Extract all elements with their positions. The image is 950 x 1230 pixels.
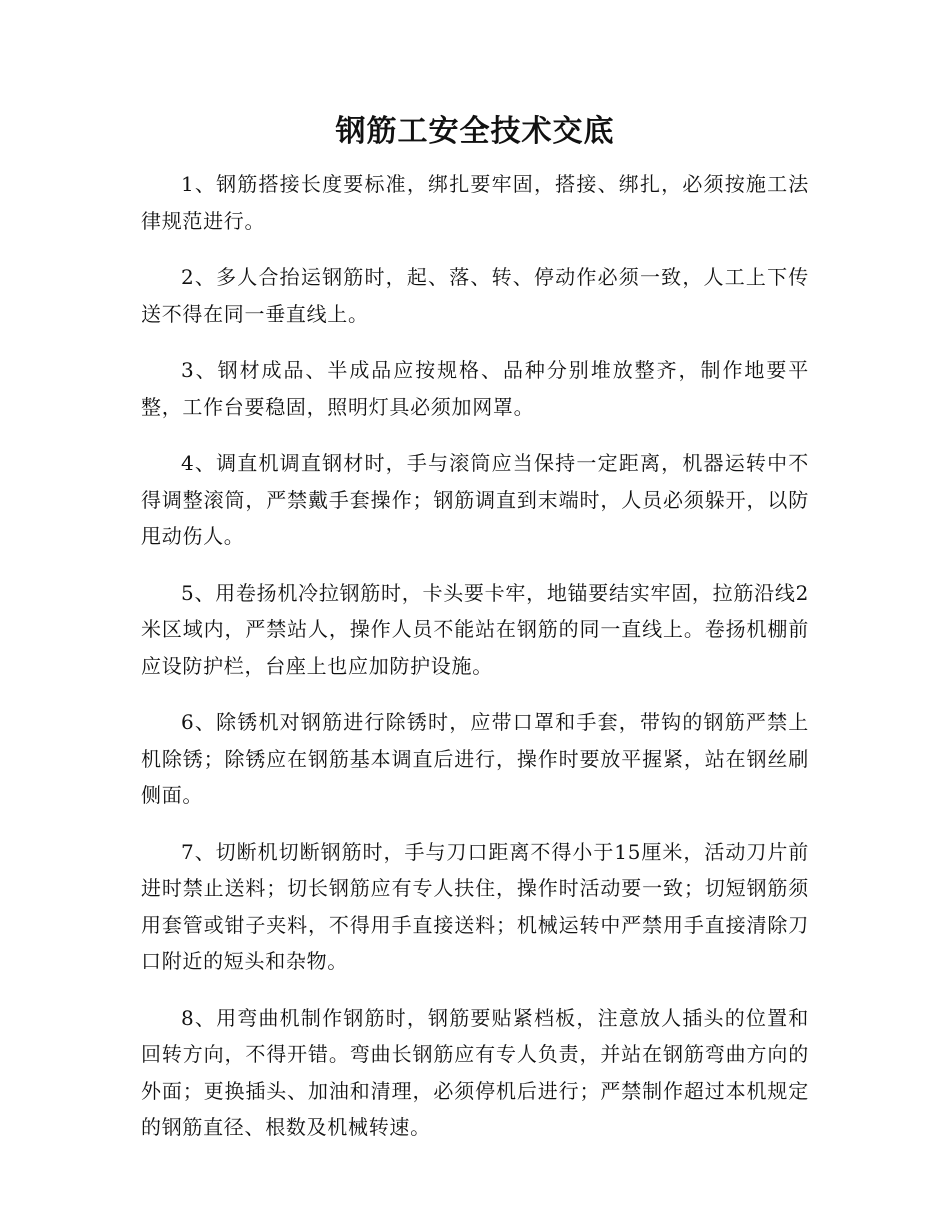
paragraph-8: 8、用弯曲机制作钢筋时，钢筋要贴紧档板，注意放人插头的位置和回转方向，不得开错。弯曲长钢筋应有专人负责，并站在钢筋弯曲方向的外面；更换插头、加油和清理，必须停机后进行；严禁制作超过本机规定的钢筋直径、根数及机械转速。 xyxy=(141,1005,809,1139)
paragraph-7: 7、切断机切断钢筋时，手与刀口距离不得小于15厘米，活动刀片前进时禁止送料；切长钢筋应有专人扶住，操作时活动要一致；切短钢筋须用套管或钳子夹料，不得用手直接送料；机械运转中严禁用手直接清除刀口附近的短头和杂物。 xyxy=(141,839,809,973)
paragraph-6: 6、除锈机对钢筋进行除锈时，应带口罩和手套，带钩的钢筋严禁上机除锈；除锈应在钢筋基本调直后进行，操作时要放平握紧，站在钢丝刷侧面。 xyxy=(141,710,809,807)
document-title: 钢筋工安全技术交底 xyxy=(335,114,615,149)
document-body xyxy=(141,166,809,1166)
paragraph-5: 5、用卷扬机冷拉钢筋时，卡头要卡牢，地锚要结实牢固，拉筋沿线2米区域内，严禁站人，操作人员不能站在钢筋的同一直线上。卷扬机棚前应设防护栏，台座上也应加防护设施。 xyxy=(141,580,809,678)
paragraph-4: 4、调直机调直钢材时，手与滚筒应当保持一定距离，机器运转中不得调整滚筒，严禁戴手套操作；钢筋调直到末端时，人员必须躲开，以防甩动伤人。 xyxy=(141,451,809,548)
paragraph-1: 1、钢筋搭接长度要标准，绑扎要牢固，搭接、绑扎，必须按施工法律规范进行。 xyxy=(141,172,809,233)
paragraph-2: 2、多人合抬运钢筋时，起、落、转、停动作必须一致，人工上下传送不得在同一垂直线上。 xyxy=(141,265,809,326)
paragraph-3: 3、钢材成品、半成品应按规格、品种分别堆放整齐，制作地要平整，工作台要稳固，照明灯具必须加网罩。 xyxy=(141,358,809,419)
